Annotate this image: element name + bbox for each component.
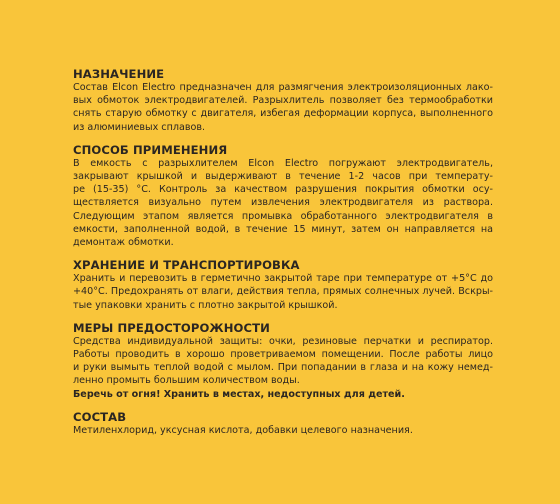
paragraph-line: и руки вымыть теплой водой с мылом. При попадании в глаза и на кожу немед- [73,362,493,374]
paragraph-line: Работы проводить в хорошо проветриваемом помещении. После работы лицо [73,349,493,361]
paragraph-line: Хранить и перевозить в герметично закрытой таре при температуре от +5°С до [73,273,493,285]
section-heading-usage: СПОСОБ ПРИМЕНЕНИЯ [73,142,228,157]
paragraph-line: закрывают крышкой и выдерживают в течение 1-2 часов при температу- [73,171,493,183]
paragraph-line: ществляется визуально путем извлечения электродвигателя из раствора. [73,197,493,209]
section-purpose [73,67,493,134]
paragraph-line: Средства индивидуальной защиты: очки, резиновые перчатки и респиратор. [73,335,493,347]
paragraph-line: вых обмоток электродвигателей. Разрыхлитель позволяет без термообработки [73,95,493,107]
section-storage [73,258,493,312]
paragraph-line: В емкость с разрыхлителем Elcon Electro погружают электродвигатель, [73,157,493,169]
section-precautions [73,321,493,401]
section-heading-purpose: НАЗНАЧЕНИЕ [73,67,165,81]
instruction-document [73,67,493,446]
paragraph-line: Метиленхлорид, уксусная кислота, добавки целевого назначения. [73,424,413,436]
section-heading-storage: ХРАНЕНИЕ И ТРАНСПОРТИРОВКА [73,258,300,273]
paragraph-line: +40°С. Предохранять от влаги, действия тепла, прямых солнечных лучей. Вскры- [73,286,493,298]
paragraph-line: снять старую обмотку с двигателя, избегая деформации корпуса, выполненного [73,108,493,120]
section-composition [73,410,493,437]
paragraph-line: емкости, заполненной водой, в течение 15 минут, затем он направляется на [73,223,493,235]
section-heading-precautions: МЕРЫ ПРЕДОСТОРОЖНОСТИ [73,320,270,335]
section-heading-composition: СОСТАВ [73,409,127,424]
paragraph-line: ленно промыть большим количеством воды. [73,375,300,387]
warning-line: Беречь от огня! Хранить в местах, недоступных для детей. [73,388,405,400]
section-usage [73,143,493,249]
paragraph-line: тые упаковки хранить с плотно закрытой крышкой. [73,299,338,311]
paragraph-line: Следующим этапом является промывка обработанного электродвигателя в [73,210,493,222]
paragraph-line: демонтаж обмотки. [73,237,174,249]
paragraph-line: ре (15-35) °С. Контроль за качеством разрушения покрытия обмотки осу- [73,184,493,196]
paragraph-line: из алюминиевых сплавов. [73,121,206,133]
paragraph-line: Состав Elcon Electro предназначен для размягчения электроизоляционных лако- [73,82,493,93]
